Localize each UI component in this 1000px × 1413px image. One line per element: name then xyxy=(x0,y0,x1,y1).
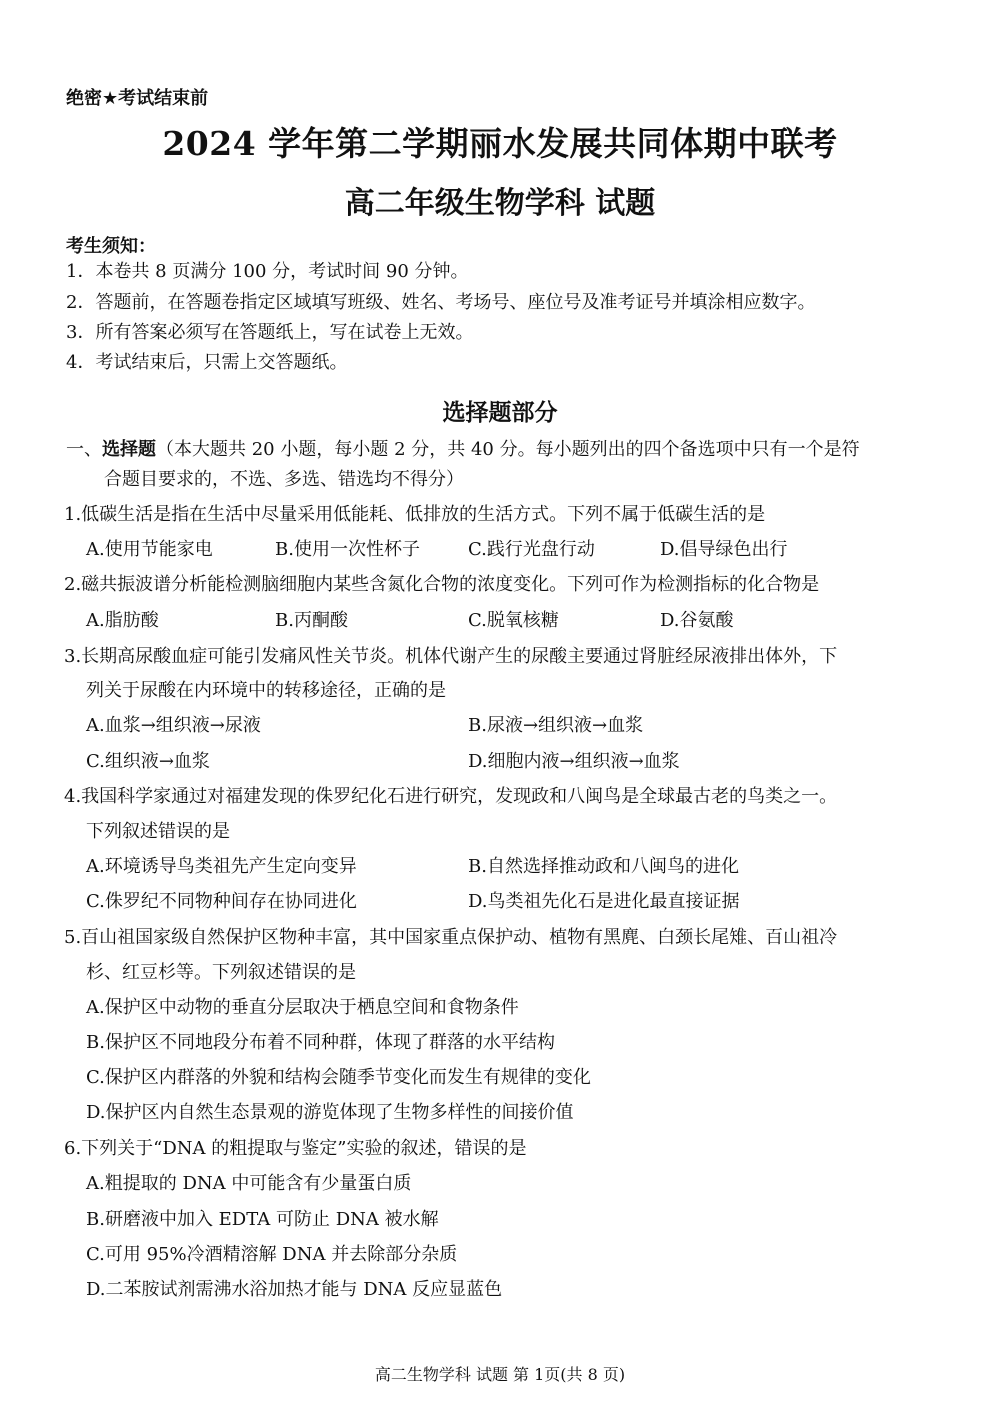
question-4-stem: 4.我国科学家通过对福建发现的侏罗纪化石进行研究，发现政和八闽鸟是全球最古老的鸟类之一。 xyxy=(64,786,838,807)
part-one-prefix: 一、 xyxy=(66,439,102,460)
confidential-label: 绝密★考试结束前 xyxy=(66,88,209,109)
exam-title: 2024 学年第二学期丽水发展共同体期中联考 xyxy=(162,124,838,163)
page-footer: 高二生物学科 试题 第 1页(共 8 页) xyxy=(374,1365,626,1384)
question-1-option-a: A.使用节能家电 xyxy=(86,539,213,560)
question-6-option-c: C.可用 95%冷酒精溶解 DNA 并去除部分杂质 xyxy=(86,1244,458,1265)
question-4-option-a: A.环境诱导鸟类祖先产生定向变异 xyxy=(86,856,357,877)
question-1-option-c: C.践行光盘行动 xyxy=(468,539,595,560)
part-one-description-cont: 合题目要求的，不选、多选、错选均不得分） xyxy=(104,469,464,490)
question-3-stem: 3.长期高尿酸血症可能引发痛风性关节炎。机体代谢产生的尿酸主要通过肾脏经尿液排出体外，下 xyxy=(64,646,838,667)
notice-item: 1．本卷共 8 页满分 100 分，考试时间 90 分钟。 xyxy=(66,261,469,282)
question-5-stem: 5.百山祖国家级自然保护区物种丰富，其中国家重点保护动、植物有黑麂、白颈长尾雉、百山祖冷 xyxy=(64,927,838,948)
notice-item: 2．答题前，在答题卷指定区域填写班级、姓名、考场号、座位号及准考证号并填涂相应数字。 xyxy=(66,292,816,313)
notice-item: 4．考试结束后，只需上交答题纸。 xyxy=(66,352,348,373)
question-1-stem: 1.低碳生活是指在生活中尽量采用低能耗、低排放的生活方式。下列不属于低碳生活的是 xyxy=(64,504,766,525)
notice-heading: 考生须知： xyxy=(66,236,156,257)
exam-subtitle: 高二年级生物学科 试题 xyxy=(344,186,656,221)
part-one-label: 选择题 xyxy=(102,439,156,460)
question-3-option-a: A.血浆→组织液→尿液 xyxy=(86,715,261,736)
question-3-option-b: B.尿液→组织液→血浆 xyxy=(468,715,644,736)
question-5-option-a: A.保护区中动物的垂直分层取决于栖息空间和食物条件 xyxy=(86,997,519,1018)
question-1-option-b: B.使用一次性杯子 xyxy=(275,539,420,560)
question-5-stem-cont: 杉、红豆杉等。下列叙述错误的是 xyxy=(86,962,356,983)
question-2-option-c: C.脱氧核糖 xyxy=(468,610,559,631)
question-2-option-a: A.脂肪酸 xyxy=(86,610,159,631)
question-4-option-d: D.鸟类祖先化石是进化最直接证据 xyxy=(468,891,740,912)
question-4-option-b: B.自然选择推动政和八闽鸟的进化 xyxy=(468,856,739,877)
question-5-option-b: B.保护区不同地段分布着不同种群，体现了群落的水平结构 xyxy=(86,1032,555,1053)
question-1-option-d: D.倡导绿色出行 xyxy=(660,539,788,560)
question-3-option-d: D.细胞内液→组织液→血浆 xyxy=(468,751,680,772)
question-4-stem-cont: 下列叙述错误的是 xyxy=(86,821,230,842)
question-5-option-c: C.保护区内群落的外貌和结构会随季节变化而发生有规律的变化 xyxy=(86,1067,591,1088)
question-6-option-d: D.二苯胺试剂需沸水浴加热才能与 DNA 反应显蓝色 xyxy=(86,1279,503,1300)
question-6-option-a: A.粗提取的 DNA 中可能含有少量蛋白质 xyxy=(86,1173,412,1194)
part-one-heading xyxy=(66,438,860,462)
question-5-option-d: D.保护区内自然生态景观的游览体现了生物多样性的间接价值 xyxy=(86,1102,574,1123)
question-2-stem: 2.磁共振波谱分析能检测脑细胞内某些含氮化合物的浓度变化。下列可作为检测指标的化合物是 xyxy=(64,574,820,595)
section-title: 选择题部分 xyxy=(442,400,558,426)
question-6-option-b: B.研磨液中加入 EDTA 可防止 DNA 被水解 xyxy=(86,1209,439,1230)
question-2-option-b: B.丙酮酸 xyxy=(275,610,348,631)
notice-item: 3．所有答案必须写在答题纸上，写在试卷上无效。 xyxy=(66,322,474,343)
question-6-stem: 6.下列关于“DNA 的粗提取与鉴定”实验的叙述，错误的是 xyxy=(64,1138,527,1159)
question-4-option-c: C.侏罗纪不同物种间存在协同进化 xyxy=(86,891,357,912)
question-3-option-c: C.组织液→血浆 xyxy=(86,751,210,772)
question-2-option-d: D.谷氨酸 xyxy=(660,610,734,631)
part-one-description: （本大题共 20 小题，每小题 2 分，共 40 分。每小题列出的四个备选项中只有一个是符 xyxy=(156,439,860,460)
question-3-stem-cont: 列关于尿酸在内环境中的转移途径，正确的是 xyxy=(86,680,446,701)
